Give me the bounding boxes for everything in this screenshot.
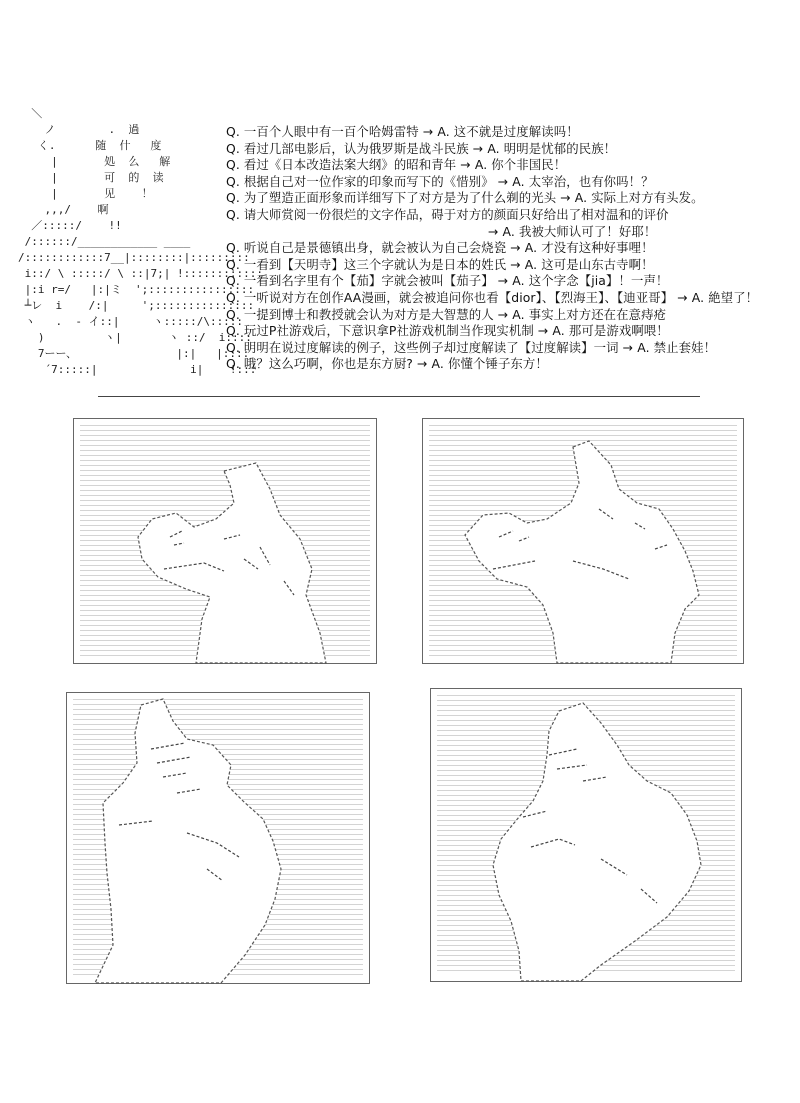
qa-line: Q. 看过几部电影后，认为俄罗斯是战斗民族 → A. 明明是忧郁的民族！ <box>226 140 617 156</box>
qa-line: Q. 玩过P社游戏后，下意识拿P社游戏机制当作现实机制 → A. 那可是游戏啊喂！ <box>226 323 669 339</box>
qa-line: Q. 听说自己是景德镇出身，就会被认为自己会烧瓷 → A. 才没有这种好事哩！ <box>226 240 654 256</box>
qa-line: Q. 哦？这么巧啊，你也是东方厨? → A. 你懂个锤子东方！ <box>226 356 548 372</box>
ascii-art-line: ┴レ i /:| ';::::::::::::::: <box>18 299 255 312</box>
panel-figure <box>74 419 376 663</box>
panel-figure <box>423 419 743 663</box>
qa-line: Q. 根据自己对一位作家的印象而写下的《惜别》 → A. 太宰治，也有你吗！？ <box>226 173 654 189</box>
ascii-art-left <box>18 106 264 376</box>
qa-line: Q. 一听说对方在创作AA漫画，就会被追问你也看【dior】、【烈海王】、【迪亚哥】 → A. 絶望了！ <box>226 289 759 305</box>
qa-line: Q. 一看到【天明寺】这三个字就认为是日本的姓氏 → A. 这可是山东古寺啊！ <box>226 256 654 272</box>
ascii-art-line: /::::::::::::7__|::::::::|::::::::: <box>18 251 250 264</box>
ascii-art-line: | 见 ！ <box>18 187 153 200</box>
panel-top-left <box>73 418 377 664</box>
ascii-art-line: | 可 的 读 <box>18 171 164 184</box>
ascii-art-line: ヽ . - イ::| ヽ:::::/\::::: <box>18 315 244 328</box>
panel-figure <box>431 689 741 981</box>
ascii-art-line: |:i r=/ |:|ミ ';:::::::::::::::: <box>18 283 255 296</box>
panel-figure <box>67 693 369 983</box>
qa-line: Q. 一百个人眼中有一百个哈姆雷特 → A. 这不就是过度解读吗！ <box>226 124 579 139</box>
qa-list <box>226 124 796 373</box>
ascii-art-line: ´7:::::| i| !::: <box>18 363 257 376</box>
qa-line: Q. 一提到博士和教授就会认为对方是大智慧的人 → A. 事实上对方还在在意痔疮 <box>226 306 667 322</box>
section-divider <box>98 396 700 397</box>
ascii-art-line: ／:::::/ !! <box>18 219 122 232</box>
ascii-art-line: ノ . 過 <box>18 123 140 136</box>
ascii-art-line: ) ヽ| ヽ ::/ i:::: <box>18 331 252 344</box>
panel-top-right <box>422 418 744 664</box>
ascii-art-line: く. 随 什 度 <box>18 139 162 152</box>
qa-line: Q. 看过《日本改造法案大纲》的昭和青年 → A. 你个非国民！ <box>226 157 567 173</box>
qa-line: Q. 请大师赏阅一份很烂的文字作品，碍于对方的颜面只好给出了相对温和的评价 <box>226 206 669 222</box>
panel-bottom-right <box>430 688 742 982</box>
panel-bottom-left <box>66 692 370 984</box>
ascii-art-line: | 処 么 解 <box>18 155 171 168</box>
ascii-art-line: ＼ <box>18 107 43 120</box>
qa-line: Q. 一看到名字里有个【茄】字就会被叫【茄子】 → A. 这个字念【jia】！一声！ <box>226 273 669 289</box>
ascii-art-line: ,,,/ 啊 <box>18 203 109 216</box>
ascii-art-line: /::::::/____________ ____ <box>18 235 191 248</box>
qa-line: Q. 明明在说过度解读的例子，这些例子却过度解读了【过度解读】一词 → A. 禁止套娃！ <box>226 339 717 355</box>
ascii-art-line: 7ーー、 |:| |:::: <box>18 347 250 360</box>
qa-line: Q. 为了塑造正面形象而详细写下了对方是为了什么剃的光头 → A. 实际上对方有头发。 <box>226 190 704 206</box>
qa-line-continuation: → A. 我被大师认可了！好耶！ <box>488 223 657 239</box>
ascii-art-line: i::/ \ :::::/ \ ::|7;| !:::::::::::: <box>18 267 264 280</box>
